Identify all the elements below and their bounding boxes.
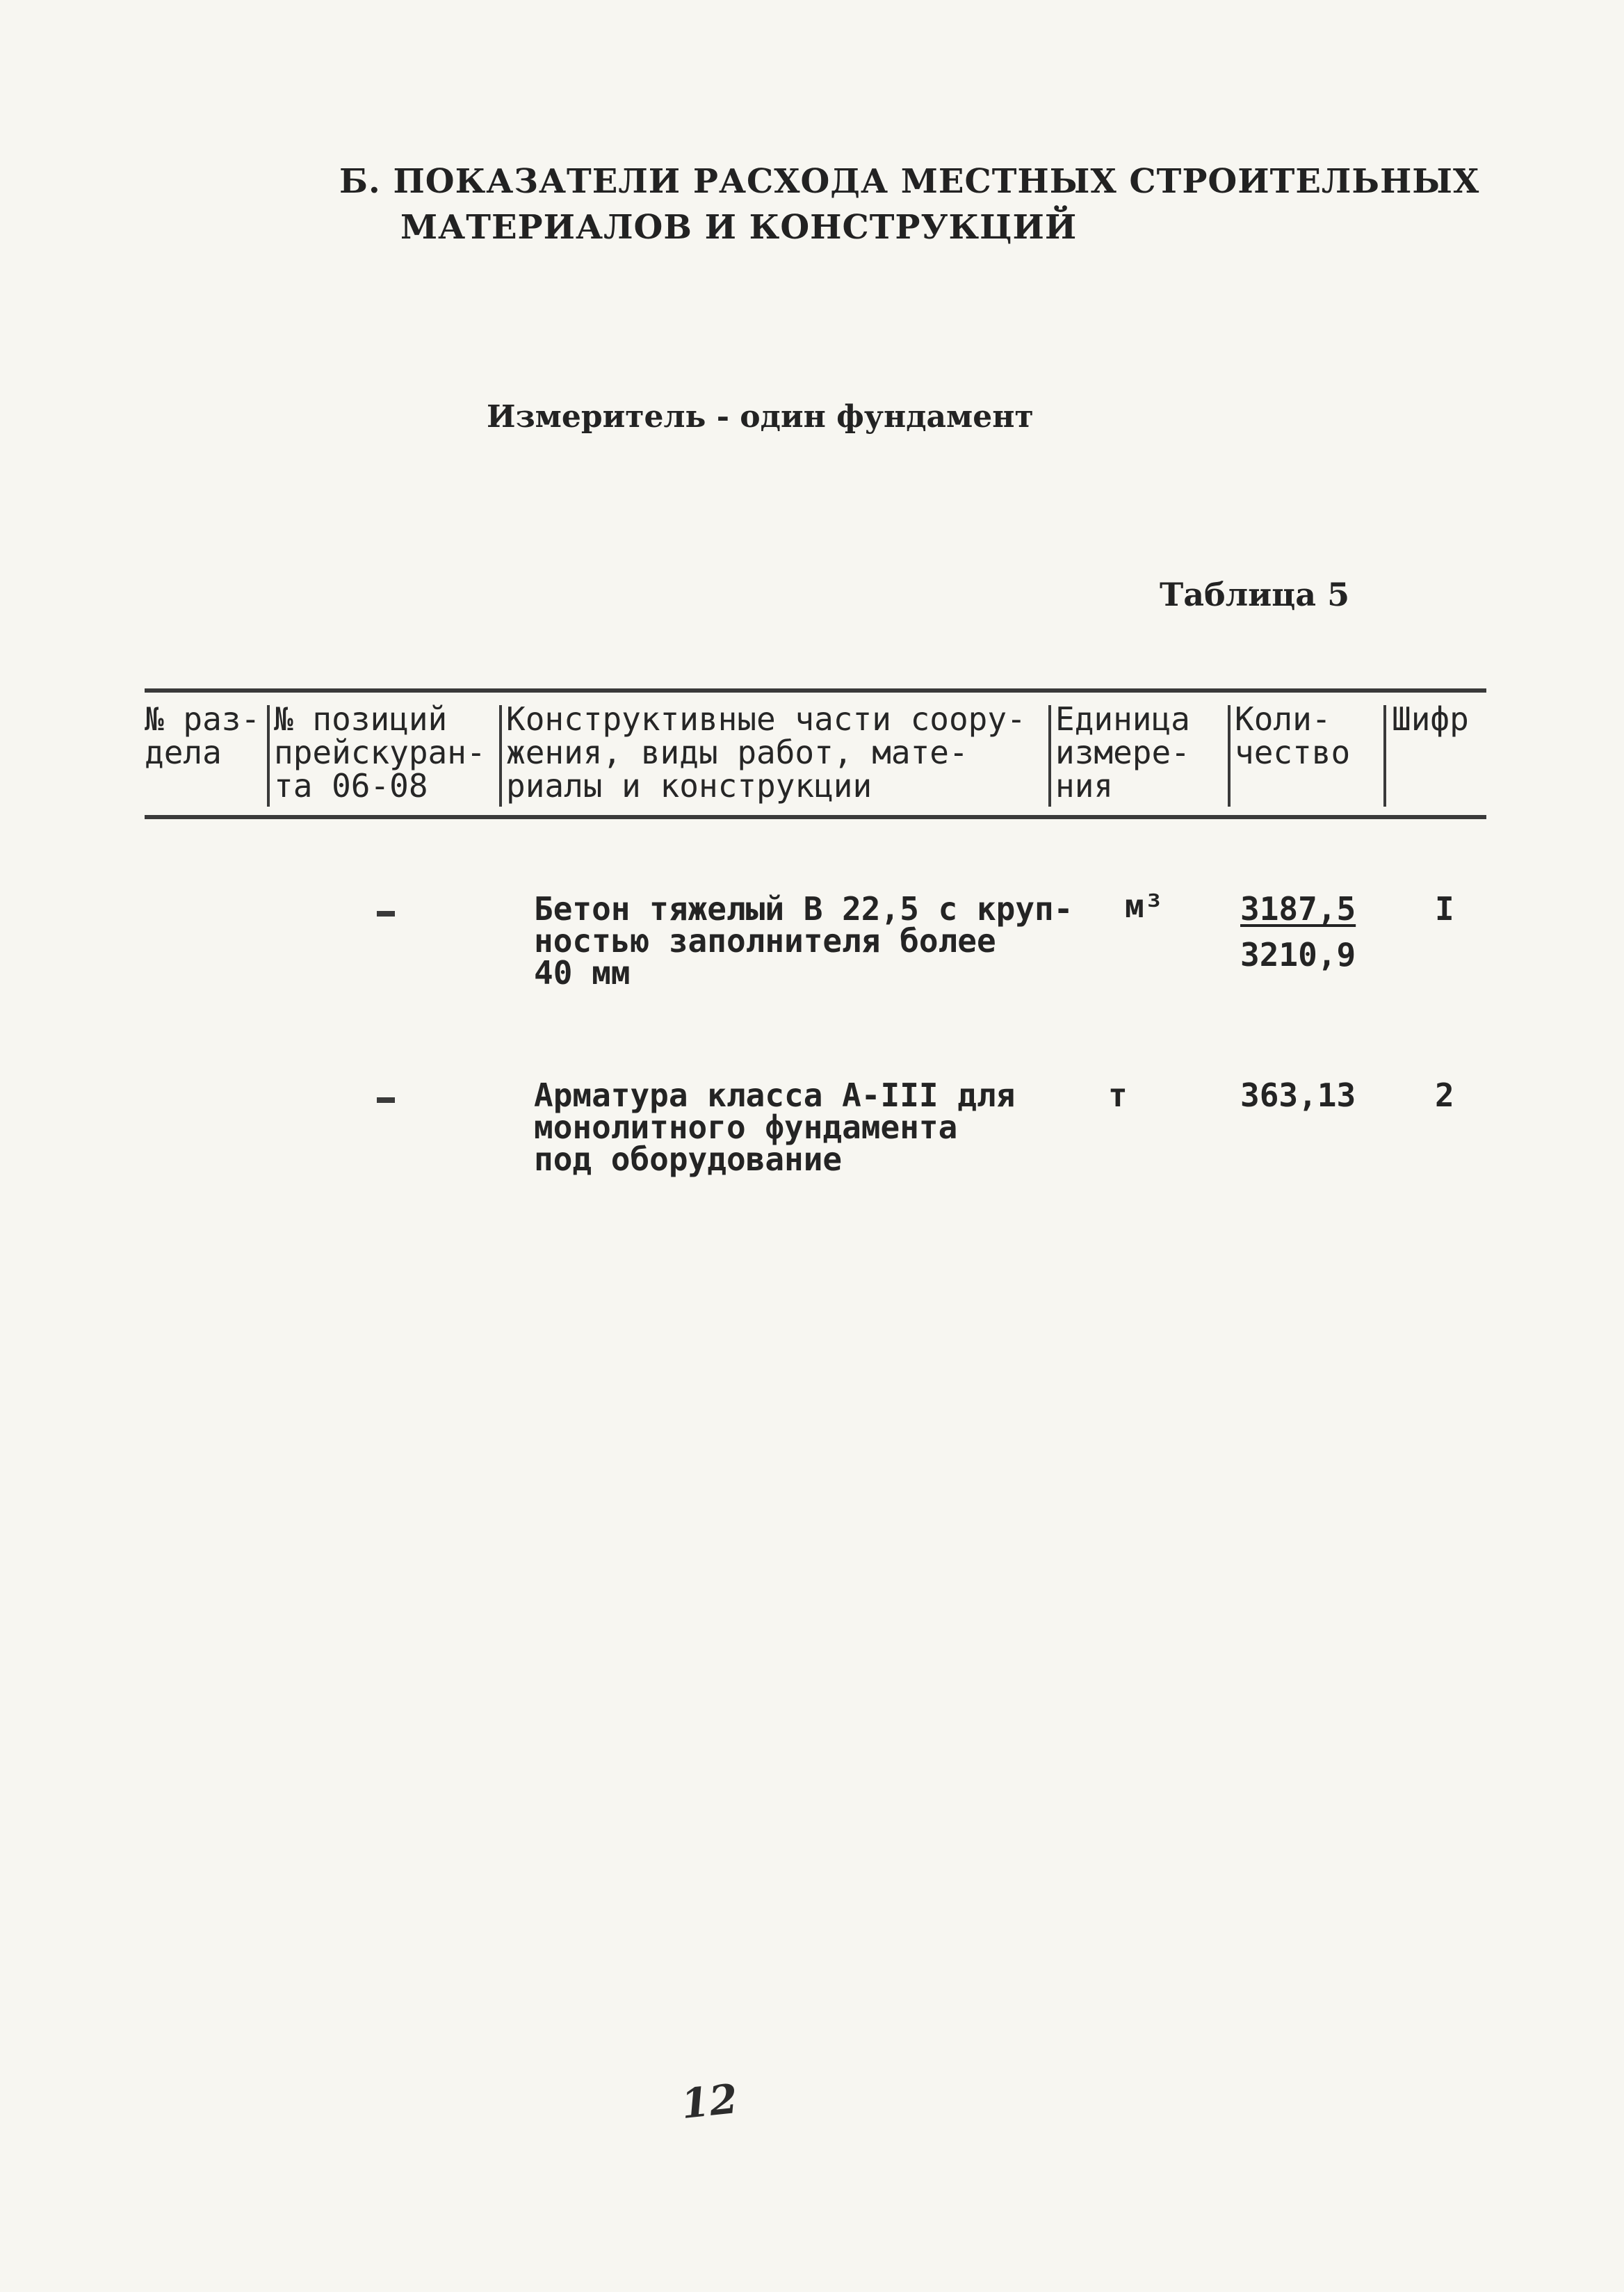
column-divider: [1048, 705, 1051, 807]
header-section-number: № раз- дела: [145, 700, 261, 771]
table-header-rule: [145, 815, 1486, 819]
measure-caption: Измеритель - один фундамент: [487, 399, 1034, 435]
header-code: Шифр: [1392, 700, 1469, 738]
header-price-position: № позиций прейскуран- та 06-08: [274, 700, 486, 805]
table-number: Таблица 5: [1160, 576, 1350, 613]
header-quantity: Коли- чество: [1235, 700, 1351, 771]
column-divider: [1228, 705, 1231, 807]
table-row-1-description: Бетон тяжелый В 22,5 с круп- ностью заполнителя более 40 мм: [534, 890, 1073, 992]
heading-line-2: МАТЕРИАЛОВ И КОНСТРУКЦИЙ: [400, 208, 1078, 247]
table-row-1-unit: м³: [1125, 887, 1164, 925]
page-number: 12: [679, 2074, 740, 2129]
table-row-2-quantity: 363,13: [1240, 1076, 1356, 1114]
table-top-rule: [145, 688, 1486, 693]
column-divider: [267, 705, 270, 807]
table-row-1-quantity-secondary: 3210,9: [1240, 936, 1356, 974]
table-row-1-code: I: [1435, 890, 1454, 928]
column-divider: [499, 705, 502, 807]
table-row-2-unit: т: [1108, 1076, 1128, 1114]
table-row-1-quantity-primary: 3187,5: [1240, 890, 1356, 928]
header-unit: Единица измере- ния: [1055, 700, 1190, 805]
heading-line-1: Б. ПОКАЗАТЕЛИ РАСХОДА МЕСТНЫХ СТРОИТЕЛЬНЫХ: [339, 162, 1480, 201]
column-divider: [1383, 705, 1386, 807]
section-heading: [339, 159, 1479, 250]
table-row-2-code: 2: [1435, 1076, 1454, 1114]
table-row-1-position: [377, 911, 395, 917]
header-description: Конструктивные части соору- жения, виды работ, мате- риалы и конструкции: [506, 700, 1026, 805]
table-row-2-position: [377, 1097, 395, 1103]
table-row-2-description: Арматура класса А-III для монолитного фундамента под оборудование: [534, 1076, 1016, 1178]
